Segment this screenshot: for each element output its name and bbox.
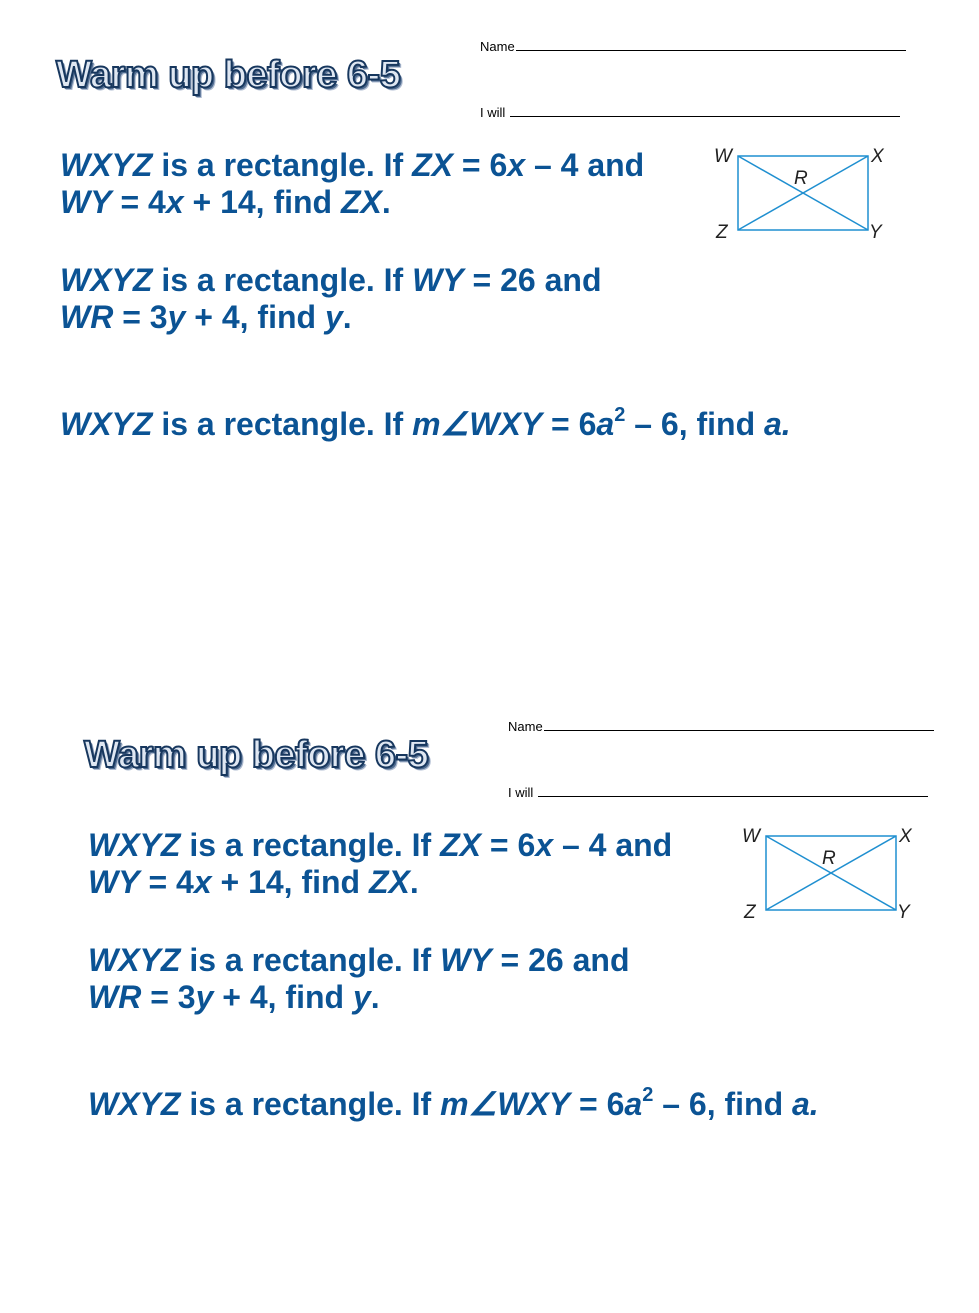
variable-y: y xyxy=(167,299,186,335)
segment-wy: WY xyxy=(60,184,112,220)
problem-3 xyxy=(60,406,791,443)
angle-wxy: m∠WXY xyxy=(412,406,543,442)
i-will-field[interactable] xyxy=(508,784,928,800)
problem-text: + 4, find xyxy=(213,979,353,1015)
variable-a: a. xyxy=(792,1086,819,1122)
problem-text: = 3 xyxy=(113,299,168,335)
segment-wr: WR xyxy=(88,979,142,1015)
variable-x: x xyxy=(535,827,554,863)
vertex-label-x: X xyxy=(899,826,912,847)
problem-text: = 6 xyxy=(452,147,508,183)
segment-wy: WY xyxy=(412,262,464,298)
problem-text: . xyxy=(381,184,391,220)
problem-text: – 6, find xyxy=(653,1086,792,1122)
name-blank-line[interactable] xyxy=(516,38,906,51)
segment-wy: WY xyxy=(440,942,492,978)
i-will-label: I will xyxy=(480,105,506,120)
i-will-blank-line[interactable] xyxy=(510,104,900,117)
vertex-label-y: Y xyxy=(869,222,882,243)
problem-text: is a rectangle. If xyxy=(152,406,413,442)
vertex-label-z: Z xyxy=(744,902,756,923)
problem-text: = 26 and xyxy=(491,942,630,978)
i-will-blank-line[interactable] xyxy=(538,784,928,797)
problem-text: is a rectangle. If xyxy=(180,942,441,978)
variable-y: y xyxy=(324,299,343,335)
rect-name: WXYZ xyxy=(88,827,181,863)
segment-wr: WR xyxy=(60,299,114,335)
problem-text: is a rectangle. If xyxy=(152,262,413,298)
vertex-label-z: Z xyxy=(716,222,728,243)
vertex-label-w: W xyxy=(742,826,760,847)
i-will-label: I will xyxy=(508,785,534,800)
worksheet-title: Warm up before 6-5 xyxy=(84,734,429,776)
problem-text: . xyxy=(409,864,419,900)
problem-text: = 6 xyxy=(570,1086,625,1122)
problem-text: = 26 and xyxy=(463,262,602,298)
segment-zx: ZX xyxy=(368,864,410,900)
problem-text: = 3 xyxy=(141,979,196,1015)
problem-1 xyxy=(88,827,672,901)
vertex-label-x: X xyxy=(871,146,884,167)
exponent: 2 xyxy=(642,1084,654,1107)
i-will-field[interactable] xyxy=(480,104,900,120)
problem-text: = 4 xyxy=(111,184,166,220)
name-label: Name xyxy=(480,39,515,54)
worksheet-bottom xyxy=(28,680,979,1313)
problem-text: + 14, find xyxy=(183,184,341,220)
variable-x: x xyxy=(193,864,212,900)
segment-wy: WY xyxy=(88,864,140,900)
worksheet-top xyxy=(0,0,979,633)
problem-text: is a rectangle. If xyxy=(152,147,413,183)
problem-text: . xyxy=(342,299,352,335)
problem-1 xyxy=(60,147,644,221)
problem-text: – 6, find xyxy=(625,406,764,442)
rectangle-diagram xyxy=(734,820,924,925)
problem-text: + 4, find xyxy=(185,299,325,335)
center-label-r: R xyxy=(794,168,808,189)
problem-text: = 6 xyxy=(480,827,536,863)
problem-2 xyxy=(88,942,629,1016)
rect-name: WXYZ xyxy=(60,406,153,442)
rect-name: WXYZ xyxy=(60,147,153,183)
vertex-label-y: Y xyxy=(897,902,910,923)
rectangle-diagram xyxy=(706,140,896,245)
vertex-label-w: W xyxy=(714,146,732,167)
problem-text: = 6 xyxy=(542,406,597,442)
problem-text: is a rectangle. If xyxy=(180,1086,441,1122)
problem-text: = 4 xyxy=(139,864,194,900)
segment-zx: ZX xyxy=(412,147,453,183)
variable-y: y xyxy=(352,979,371,1015)
name-field[interactable] xyxy=(480,38,906,54)
segment-zx: ZX xyxy=(340,184,382,220)
problem-text: + 14, find xyxy=(211,864,369,900)
problem-text: is a rectangle. If xyxy=(180,827,441,863)
problem-2 xyxy=(60,262,601,336)
segment-zx: ZX xyxy=(440,827,481,863)
problem-text: – 4 and xyxy=(553,827,673,863)
name-field[interactable] xyxy=(508,718,934,734)
variable-a: a. xyxy=(764,406,791,442)
variable-x: x xyxy=(507,147,526,183)
center-label-r: R xyxy=(822,848,836,869)
name-blank-line[interactable] xyxy=(544,718,934,731)
exponent: 2 xyxy=(614,404,626,427)
variable-a: a xyxy=(596,406,615,442)
rect-name: WXYZ xyxy=(88,1086,181,1122)
problem-text: – 4 and xyxy=(525,147,645,183)
problem-text: . xyxy=(370,979,380,1015)
rect-name: WXYZ xyxy=(60,262,153,298)
variable-x: x xyxy=(165,184,184,220)
variable-y: y xyxy=(195,979,214,1015)
angle-wxy: m∠WXY xyxy=(440,1086,571,1122)
variable-a: a xyxy=(624,1086,643,1122)
name-label: Name xyxy=(508,719,543,734)
worksheet-title: Warm up before 6-5 xyxy=(56,54,401,96)
problem-3 xyxy=(88,1086,819,1123)
rect-name: WXYZ xyxy=(88,942,181,978)
